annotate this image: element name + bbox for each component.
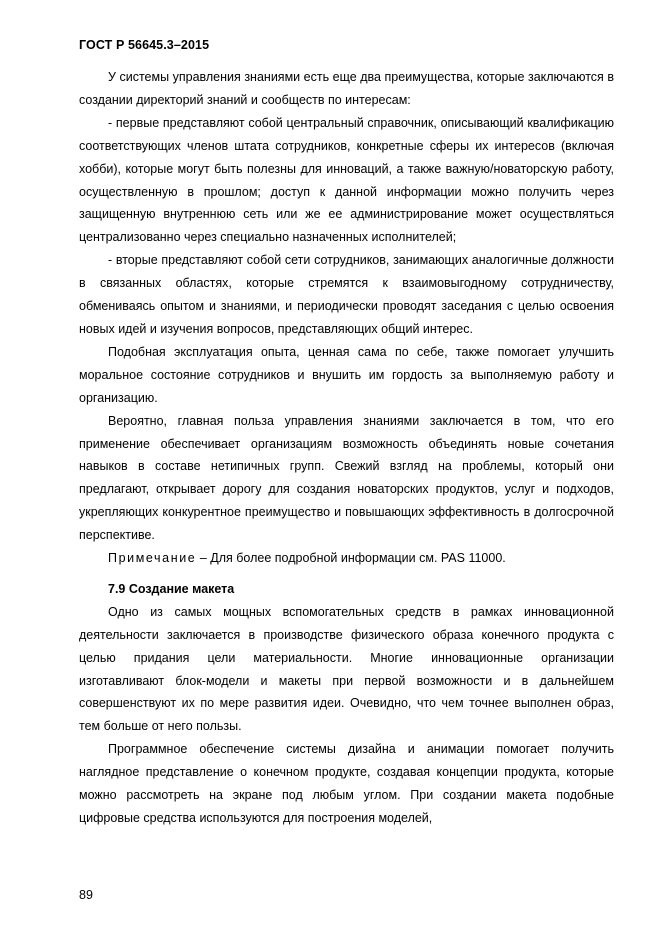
document-header: ГОСТ Р 56645.3–2015 <box>79 38 210 52</box>
paragraph: Подобная эксплуатация опыта, ценная сама по себе, также помогает улучшить моральное состояние сотрудников и внушить им гордость за выполняемую работу и организацию. <box>79 344 614 405</box>
body-text <box>79 66 614 830</box>
paragraph: Вероятно, главная польза управления знаниями заключается в том, что его применение обеспечивает организациям возможность объединять новые сочетания навыков в составе нетипичных групп. Свежий взгляд на проблемы, который они предлагают, открывает дорогу для создания новаторских продуктов, услуг и подходов, укрепляющих конкурентное преимущество и повышающих эффективность в долгосрочной перспективе. <box>79 413 614 543</box>
list-item: - первые представляют собой центральный справочник, описывающий квалификацию соответствующих членов штата сотрудников, конкретные сферы их интересов (включая хобби), которые могут быть полезны для инноваций, а также важную/новаторскую работу, осуществленную в прошлом; доступ к данной информации можно получить через защищенную внутреннюю сеть или же ее администрирование может осуществляться централизованно через специально назначенных исполнителей; <box>79 115 614 245</box>
list-item: - вторые представляют собой сети сотрудников, занимающих аналогичные должности в связанных областях, которые стремятся к взаимовыгодному сотрудничеству, обмениваясь опытом и знаниями, и периодически проводят заседания с целью освоения новых идей и изучения вопросов, представляющих общий интерес. <box>79 253 614 336</box>
section-heading: 7.9 Создание макета <box>108 581 235 596</box>
paragraph: Программное обеспечение системы дизайна и анимации помогает получить наглядное представление о конечном продукте, создавая концепции продукта, которые можно рассмотреть на экране под любым углом. При создании макета подобные цифровые средства используются для построения моделей, <box>79 742 614 825</box>
note-text: – Для более подробной информации см. PAS 11000. <box>196 551 506 566</box>
paragraph: Одно из самых мощных вспомогательных средств в рамках инновационной деятельности заключается в производстве физического образа конечного продукта с целью придания цели материальности. Многие инновационные организации изготавливают блок-модели и макеты при первой возможности и в дальнейшем совершенствуют их по мере развития идеи. Очевидно, что чем точнее выполнен образ, тем больше от него пользы. <box>79 604 614 734</box>
paragraph: У системы управления знаниями есть еще два преимущества, которые заключаются в создании директорий знаний и сообществ по интересам: <box>79 70 614 107</box>
note-label: Примечание <box>108 551 197 566</box>
note <box>79 547 614 570</box>
page-number: 89 <box>79 888 93 902</box>
